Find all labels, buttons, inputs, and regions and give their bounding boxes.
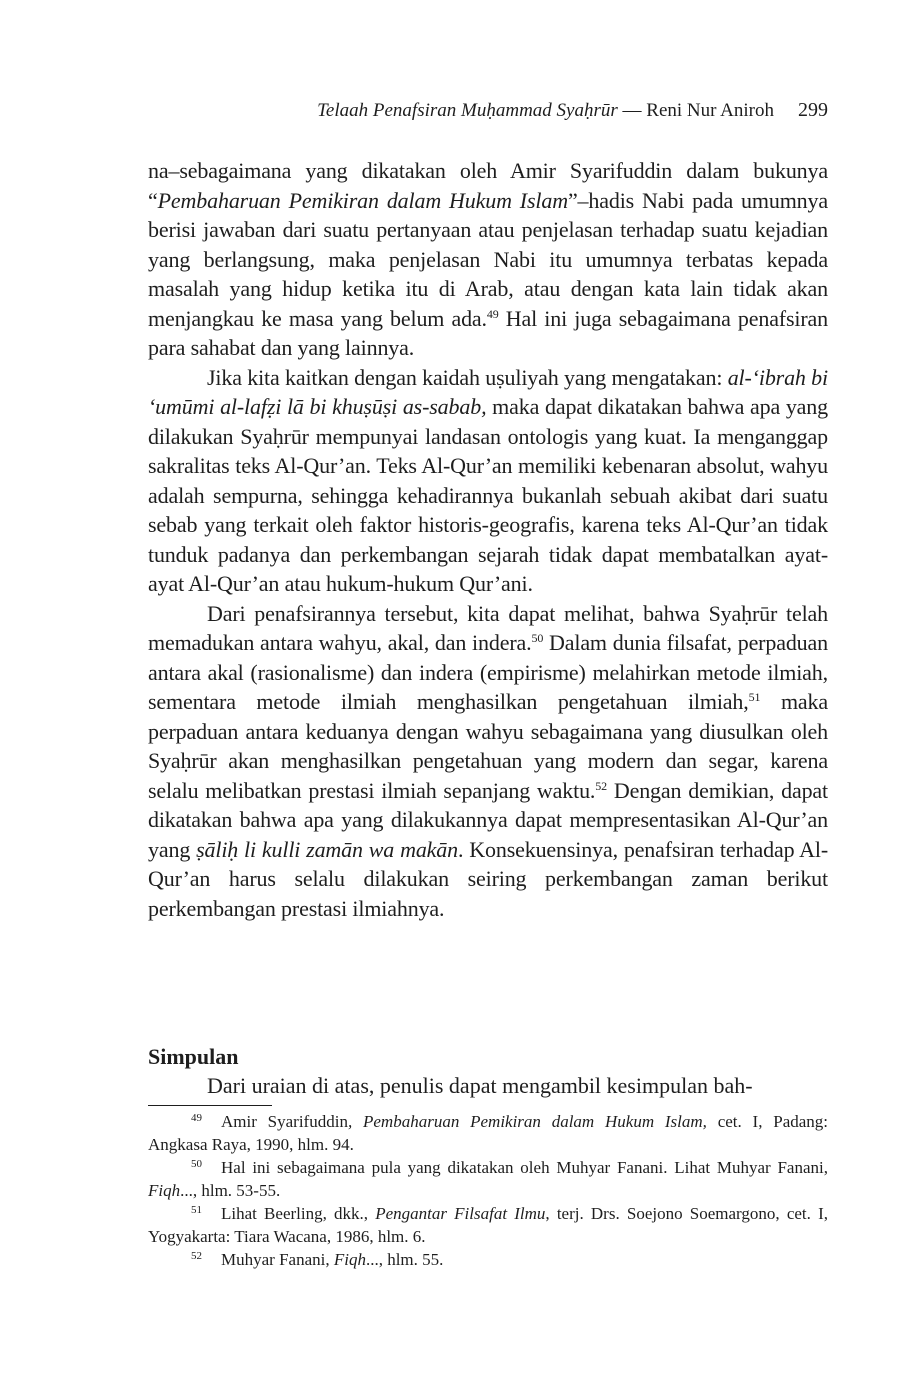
text-run: maka dapat dikatakan bahwa apa yang dilakukan Syaḥrūr mempunyai landasan ontologis yang kuat. Ia menganggap sakralitas teks Al-Qur’an. Teks Al-Qur’an memiliki kebenaran absolut, wahyu adalah sempurna, sehingga kehadirannya bukanlah sebuah akibat dari suatu sebab yang terkait oleh faktor historis-geografis, karena teks Al-Qur’an tidak tunduk padanya dan perkembangan sejarah tidak dapat membatalkan ayat-ayat Al-Qur’an atau hukum-hukum Qur’ani. [148,394,828,596]
text-run: na–sebagaimana yang dikatakan oleh Amir Syarifuddin dalam bukunya “ [148,158,828,213]
footnote-ref-51[interactable]: 51 [748,690,761,704]
footnote-51: 51 Lihat Beerling, dkk., Pengantar Filsafat Ilmu, terj. Drs. Soejono Soemargono, cet. I, Yogyakarta: Tiara Wacana, 1986, hlm. 6. [148,1204,828,1246]
book-title-italic: Fiqh [333,1250,366,1269]
arabic-phrase-italic: ṣāliḥ li kulli zamān wa makān [196,836,458,862]
section-first-line: Dari uraian di atas, penulis dapat mengambil kesimpulan bah- [207,1073,753,1098]
text-run: Muhyar Fanani, [221,1250,334,1269]
paragraph-2 [148,363,828,599]
book-title-italic: Pembaharuan Pemikiran dalam Hukum Islam [157,187,568,213]
running-head-title: Telaah Penafsiran Muḥammad Syaḥrūr [317,100,618,121]
text-run: maka perpaduan antara keduanya dengan wahyu sebagaimana yang diusulkan oleh Syaḥrūr akan menghasilkan pengetahuan yang modern dan segar, karena selalu melibatkan prestasi ilmiah sepanjang waktu. [148,689,828,803]
text-run: Dalam dunia filsafat, perpaduan antara akal (rasionalisme) dan indera (empirisme) melahirkan metode ilmiah, sementara metode ilmiah menghasilkan pengetahuan ilmiah, [148,630,828,714]
text-run: . Konsekuensinya, penafsiran terhadap Al-Qur’an harus selalu dilakukan seiring perkembangan zaman berikut perkembangan prestasi ilmiahnya. [148,836,828,921]
running-head-dash: — [617,100,647,121]
running-head [148,97,828,124]
footnote-52: 52 Muhyar Fanani, Fiqh..., hlm. 55. [191,1250,444,1269]
footnote-ref-49[interactable]: 49 [486,306,499,321]
section-heading: Simpulan [148,1044,239,1069]
paragraph-3 [148,599,828,924]
footnote-divider [148,1105,272,1106]
paragraph-1 [148,156,828,363]
text-run: , terj. Drs. Soejono Soemargono, cet. I, Yogyakarta: Tiara Wacana, 1986, hlm. 6. [148,1204,828,1246]
arabic-maxim-italic: al-‘ibrah bi ‘umūmi al-lafẓi lā bi khuṣūṣi as-sabab, [148,364,828,419]
footnote-ref-52[interactable]: 52 [595,778,607,793]
text-run: ..., hlm. 55. [365,1250,444,1269]
footnote-ref-50[interactable]: 50 [531,631,544,645]
text-run: ”–hadis Nabi pada umumnya berisi jawaban dari suatu pertanyaan atau penjelasan terhadap suatu kejadian yang berlangsung, maka penjelasan Nabi itu umumnya terbatas kepada masalah yang hidup ketika itu di Arab, atau dengan kata lain tidak akan menjangkau ke masa yang belum ada. [148,187,828,331]
book-title-italic: Fiqh [148,1181,181,1200]
text-run: Hal ini sebagaimana pula yang dikatakan oleh Muhyar Fanani. Lihat Muhyar Fanani, [221,1158,828,1177]
text-run: Lihat Beerling, dkk., [221,1204,376,1223]
book-title-italic: Pembaharuan Pemikiran dalam Hukum Islam, [363,1112,707,1131]
text-run: ..., hlm. 53-55. [180,1181,281,1200]
text-run: Dengan demikian, dapat dikatakan bahwa apa yang dilakukannya dapat mempresentasikan Al-Qur’an yang [148,777,828,862]
footnotes [148,1110,828,1271]
footnote-49: 49 Amir Syarifuddin, Pembaharuan Pemikiran dalam Hukum Islam, cet. I, Padang: Angkasa Raya, 1990, hlm. 94. [148,1112,829,1154]
page-number: 299 [798,99,828,121]
text-run: Hal ini juga sebagaimana penafsiran para sahabat dan yang lainnya. [148,305,829,360]
text-run: Dari penafsirannya tersebut, kita dapat melihat, bahwa Syaḥrūr telah memadukan antara wahyu, akal, dan indera. [148,600,828,655]
text-run: Jika kita kaitkan dengan kaidah uṣuliyah yang mengatakan: [207,364,728,390]
text-run: , [347,1112,363,1131]
body-text [148,156,828,923]
running-head-author: Reni Nur Aniroh [646,100,774,121]
footnote-50: 50 Hal ini sebagaimana pula yang dikatakan oleh Muhyar Fanani. Lihat Muhyar Fanani, Fiqh..., hlm. 53-55. [148,1158,828,1200]
text-run: Amir Syarifuddin [221,1112,348,1131]
text-run: cet. I, Padang: Angkasa Raya, 1990, hlm. 94. [148,1112,829,1154]
book-title-italic: Pengantar Filsafat Ilmu [375,1204,546,1223]
